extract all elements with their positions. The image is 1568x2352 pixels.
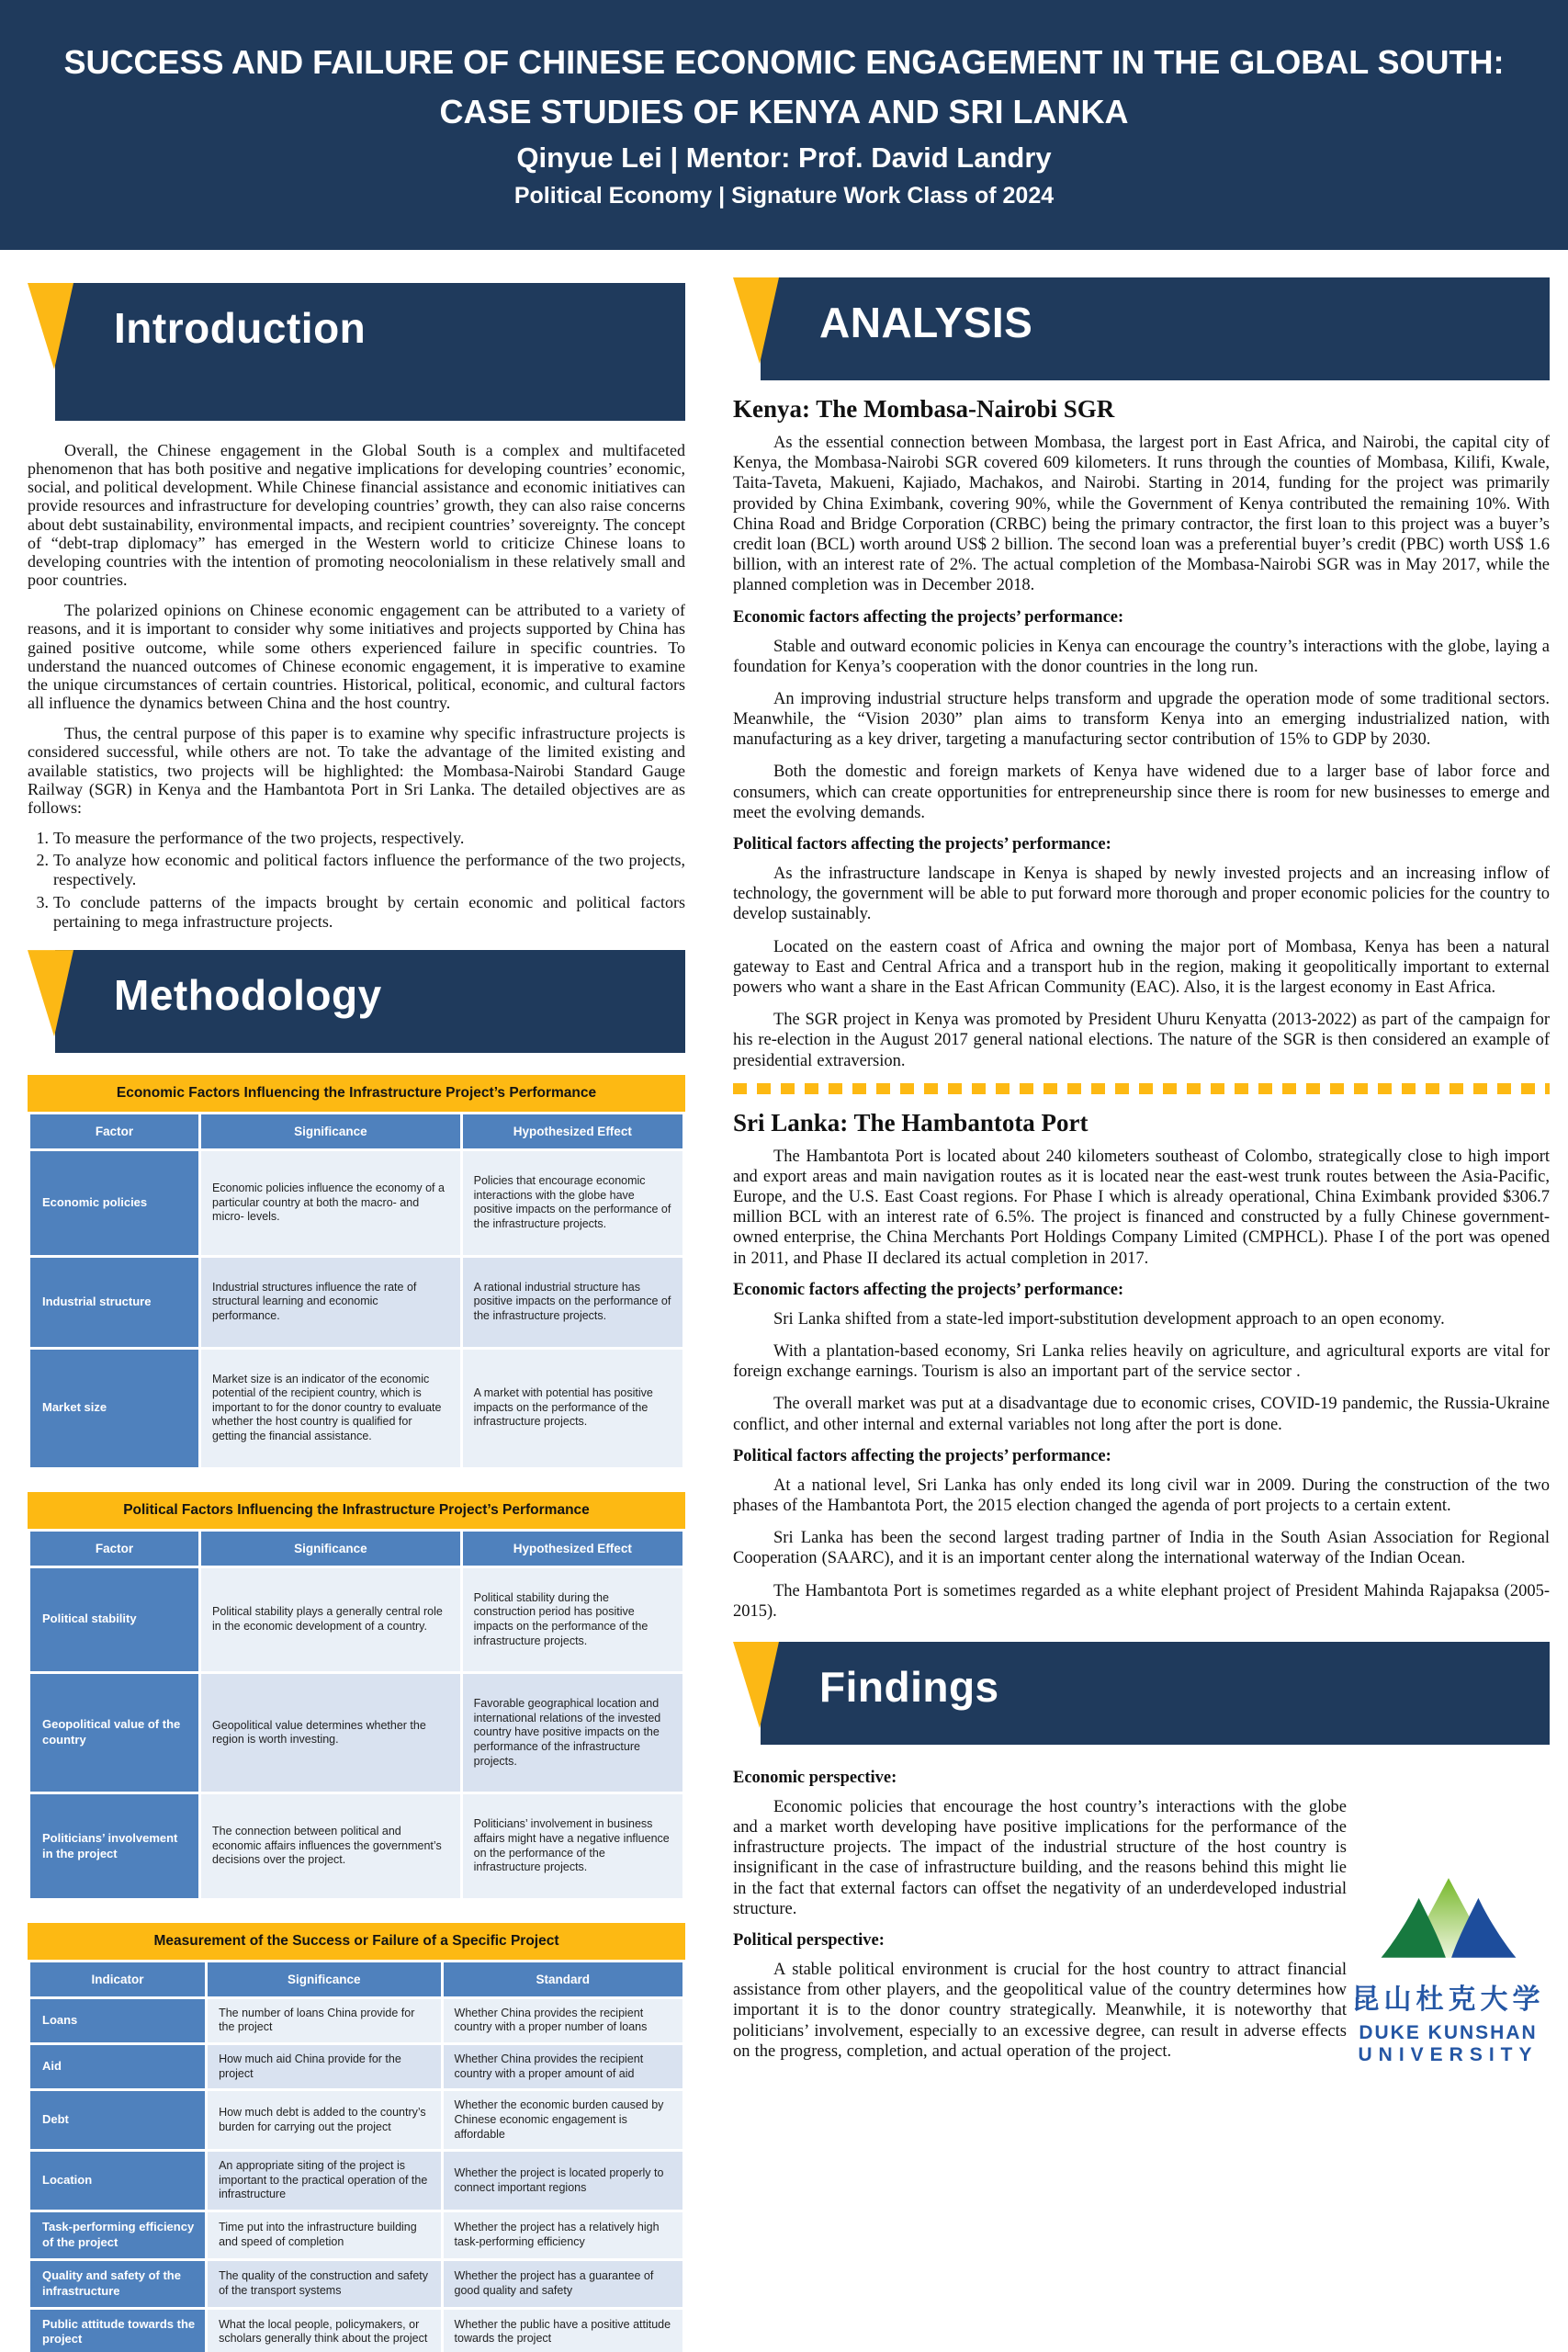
case-heading-sri-lanka: Sri Lanka: The Hambantota Port xyxy=(733,1108,1089,1136)
table-row xyxy=(30,2045,682,2088)
section-header-analysis xyxy=(733,277,1550,380)
paragraph: An improving industrial structure helps transform and upgrade the operation mode of some traditional sectors. Meanwhile, the “Vision 2030” plan aims to transform Kenya into an emerging industrialized nation, with manufacturing as a key driver, targeting a manufacturing sector contribution of 15% to GDP by 2030. xyxy=(733,689,1550,750)
mountain-logo-icon xyxy=(1371,1875,1527,1963)
row-label: Aid xyxy=(30,2045,205,2088)
row-significance: How much debt is added to the country’s burden for carrying out the project xyxy=(208,2091,440,2149)
section-title-analysis: ANALYSIS xyxy=(819,299,1033,346)
paragraph: The polarized opinions on Chinese economic engagement can be attributed to a variety of reasons, and it is important to consider why some initiatives and projects supported by China has gained positive outcome, while some others experienced failure in specific countries. To understand the nuanced outcomes of Chinese economic engagement, it is imperative to examine the unique circumstances of certain countries. Historical, political, economic, and cultural factors all influence the dynamics between China and the host country. xyxy=(28,601,685,713)
row-significance: Time put into the infrastructure building and speed of completion xyxy=(208,2212,440,2258)
row-label: Location xyxy=(30,2152,205,2210)
table-header-row xyxy=(30,1532,682,1566)
row-significance: Market size is an indicator of the economic potential of the recipient country, which is important to for the donor country to evaluate whether the host country is qualified for getting the financial assistance. xyxy=(201,1350,460,1467)
row-significance: Political stability plays a generally central role in the economic development of a country. xyxy=(201,1568,460,1672)
row-significance: The number of loans China provide for the project xyxy=(208,1999,440,2042)
table-title: Political Factors Influencing the Infrastructure Project’s Performance xyxy=(28,1492,685,1529)
paragraph: The SGR project in Kenya was promoted by President Uhuru Kenyatta (2013-2022) as part of the campaign for his re-election in the August 2017 general national elections. The nature of the SGR is then considered an example of presidential extraversion. xyxy=(733,1011,1550,1070)
row-label: Politicians’ involvement in the project xyxy=(30,1794,198,1898)
objective-item: 3. To conclude patterns of the impacts brought by certain economic and political factors pertaining to mega infrastructure projects. xyxy=(53,893,685,932)
row-effect: Political stability during the construction period has positive impacts on the performance of the infrastructure projects. xyxy=(463,1568,682,1672)
paragraph: Overall, the Chinese engagement in the Global South is a complex and multifaceted phenomenon that has both positive and negative implications for developing countries’ economic, social, and political development. While Chinese financial assistance and economic initiatives can provide resources and infrastructure for developing countries’ growth, they can also raise concerns about debt sustainability, environmental impacts, and recipient countries’ sovereignty. The concept of “debt-trap diplomacy” has emerged in the Western world to criticize Chinese loans to developing countries with the intention of promoting neocolonialism in these relatively small and poor countries. xyxy=(28,441,685,590)
kenya-economic-paragraphs xyxy=(733,637,1550,824)
introduction-text xyxy=(28,441,685,932)
row-significance: What the local people, policymakers, or scholars generally think about the project xyxy=(208,2310,440,2352)
row-label: Economic policies xyxy=(30,1151,198,1255)
section-title-findings: Findings xyxy=(819,1662,999,1711)
poster-authors: Qinyue Lei | Mentor: Prof. David Landry xyxy=(516,141,1052,175)
section-header-box xyxy=(55,950,685,1053)
table-row xyxy=(30,2261,682,2307)
column-header: Significance xyxy=(201,1114,460,1148)
row-standard: Whether the project has a relatively high task-performing efficiency xyxy=(444,2212,682,2258)
row-significance: Geopolitical value determines whether the region is worth investing. xyxy=(201,1674,460,1792)
findings-text xyxy=(733,1765,1347,2074)
right-column xyxy=(733,250,1550,2074)
row-effect: Favorable geographical location and international relations of the invested country have positive impacts on the performance of the infrastructure projects. xyxy=(463,1674,682,1792)
poster-title-line2: CASE STUDIES OF KENYA AND SRI LANKA xyxy=(439,93,1129,131)
paragraph: The overall market was put at a disadvantage due to economic crises, COVID-19 pandemic, the Russia-Ukraine conflict, and other internal and external variables not long after the port is done. xyxy=(733,1395,1550,1434)
duke-kunshan-logo xyxy=(1347,1765,1550,2074)
sri-lanka-political-label: Political factors affecting the projects’ performance: xyxy=(733,1446,1111,1465)
row-standard: Whether China provides the recipient country with a proper amount of aid xyxy=(444,2045,682,2088)
kenya-economic-label: Economic factors affecting the projects’ performance: xyxy=(733,607,1124,627)
row-standard: Whether the project is located properly to connect important regions xyxy=(444,2152,682,2210)
row-significance: How much aid China provide for the project xyxy=(208,2045,440,2088)
row-label: Industrial structure xyxy=(30,1258,198,1347)
objective-item: 2. To analyze how economic and political factors influence the performance of the two projects, respectively. xyxy=(53,851,685,889)
findings-political-paragraph: A stable political environment is crucial for the host country to attract financial assistance from other players, and the geopolitical value of the country determines how important it is to the donor country strategically. Meanwhile, it is noteworthy that politicians’ involvement, especially to an excessive degree, can result in adverse effects on the progress, completion, and actual operation of the project. xyxy=(733,1961,1347,2061)
row-standard: Whether the project has a guarantee of good quality and safety xyxy=(444,2261,682,2307)
logo-name-line1: DUKE KUNSHAN xyxy=(1359,2021,1538,2043)
paragraph: With a plantation-based economy, Sri Lanka relies heavily on agriculture, and agricultural exports are vital for foreign exchange earnings. Tourism is also an important part of the service sector . xyxy=(733,1342,1550,1382)
sri-lanka-political-paragraphs xyxy=(733,1476,1550,1622)
row-significance: The quality of the construction and safety of the transport systems xyxy=(208,2261,440,2307)
paragraph: Both the domestic and foreign markets of Kenya have widened due to a larger base of labor force and consumers, which can create opportunities for entrepreneurship since there is room for new businesses to emerge and meet the evolving demands. xyxy=(733,763,1550,822)
findings-political-label: Political perspective: xyxy=(733,1931,885,1950)
sri-lanka-economic-label: Economic factors affecting the projects’ performance: xyxy=(733,1280,1124,1299)
column-header: Significance xyxy=(201,1532,460,1566)
section-header-introduction xyxy=(28,283,685,421)
row-label: Loans xyxy=(30,1999,205,2042)
objective-item: 1. To measure the performance of the two projects, respectively. xyxy=(53,829,685,848)
section-header-box xyxy=(761,277,1550,380)
table-measurement xyxy=(28,1923,685,2352)
paragraph: At a national level, Sri Lanka has only ended its long civil war in 2009. During the construction of the two phases of the Hambantota Port, the 2015 election changed the agenda of port projects to a certain extent. xyxy=(733,1476,1550,1515)
case-heading-kenya: Kenya: The Mombasa-Nairobi SGR xyxy=(733,395,1115,423)
column-header: Standard xyxy=(444,1962,682,1996)
row-label: Public attitude towards the project xyxy=(30,2310,205,2352)
kenya-intro-paragraph: As the essential connection between Mombasa, the largest port in East Africa, and Nairobi, the capital city of Kenya, the Mombasa-Nairobi SGR covered 609 kilometers. It runs through the counties of Mombasa, Kilifi, Kwale, Taita-Taveta, Makueni, Kajiado, Machakos, and Nairobi. Starting in 2014, funding for the project was primarily provided by China Eximbank, covering 90%, while the Government of Kenya contributed the remaining 10%. With China Road and Bridge Corporation (CRBC) being the primary contractor, the first loan to this project was a buyer’s credit loan (BCL) worth around US$ 2 billion. The second loan was a preferential buyer’s credit (PBC) worth US$ 1.6 billion, with an interest rate of 2%. The actual completion of the Mombasa-Nairobi SGR was in May 2017, while the planned completion was in December 2018. xyxy=(733,434,1550,595)
poster-program: Political Economy | Signature Work Class of 2024 xyxy=(513,182,1055,209)
section-header-findings xyxy=(733,1642,1550,1745)
column-header: Factor xyxy=(30,1532,198,1566)
row-label: Debt xyxy=(30,2091,205,2149)
table-row xyxy=(30,1350,682,1467)
table-header-row xyxy=(30,1114,682,1148)
column-header: Hypothesized Effect xyxy=(463,1532,682,1566)
table-row xyxy=(30,1151,682,1255)
findings-body xyxy=(733,1765,1550,2074)
paragraph: Stable and outward economic policies in Kenya can encourage the country’s interactions with the globe, laying a foundation for Kenya’s cooperation with the donor countries in the long run. xyxy=(733,637,1550,676)
table-row xyxy=(30,2310,682,2352)
findings-economic-paragraph: Economic policies that encourage the host country’s interactions with the globe and a market worth developing have positive implications for the performance of the infrastructure projects. The impact of the industrial structure of the host country is insignificant in the case of infrastructure building, and the reasons behind this might lie in the fact that external factors can offset the negativity of an underdeveloped industrial structure. xyxy=(733,1797,1347,1918)
paragraph: Located on the eastern coast of Africa and owning the major port of Mombasa, Kenya has been a natural gateway to East and Central Africa and a transport hub in the region, making it geopolitically important to external powers who want a share in the East African Community (EAC). Also, it is the largest economy in East Africa. xyxy=(733,937,1550,997)
row-label: Geopolitical value of the country xyxy=(30,1674,198,1792)
table-row xyxy=(30,1568,682,1672)
logo-chinese-text: 昆山杜克大学 xyxy=(1351,1984,1545,2015)
row-effect: Politicians’ involvement in business affairs might have a negative influence on the performance of the infrastructure projects. xyxy=(463,1794,682,1898)
paragraph: As the infrastructure landscape in Kenya is shaped by newly invested projects and an increasing inflow of technology, the government will be able to put forward more thorough and proper economic policies for the country to develop sustainably. xyxy=(733,865,1550,924)
introduction-paragraphs xyxy=(28,441,685,817)
row-standard: Whether the public have a positive attitude towards the project xyxy=(444,2310,682,2352)
table-economic-factors xyxy=(28,1075,685,1470)
paragraph: Thus, the central purpose of this paper is to examine why specific infrastructure projects is considered successful, while others are not. To take the advantage of the limited existing and available statistics, two projects will be highlighted: the Mombasa-Nairobi Standard Gauge Railway (SGR) in Kenya and the Hambantota Port in Sri Lanka. The detailed objectives are as follows: xyxy=(28,724,685,817)
table-title: Measurement of the Success or Failure of a Specific Project xyxy=(28,1923,685,1960)
column-header: Indicator xyxy=(30,1962,205,1996)
row-standard: Whether China provides the recipient country with a proper number of loans xyxy=(444,1999,682,2042)
section-header-methodology xyxy=(28,950,685,1053)
paragraph: Sri Lanka shifted from a state-led import-substitution development approach to an open economy. xyxy=(773,1309,1445,1329)
table-row xyxy=(30,2091,682,2149)
paragraph: The Hambantota Port is sometimes regarded as a white elephant project of President Mahinda Rajapaksa (2005-2015). xyxy=(733,1581,1550,1621)
sri-lanka-intro-paragraph: The Hambantota Port is located about 240 kilometers southeast of Colombo, strategically close to high import and export areas and main navigation routes as it is located near the east-west trunk routes between the Asia-Pacific, Europe, and the U.S. East Coast regions. For Phase I which is already operational, China Eximbank provided $306.7 million BCL with an interest rate of 6.5%. The project is financed and constructed by a fully Chinese government-owned enterprise, the China Merchants Port Holdings Company Limited (CMPHCL). Phase I of the port was opened in 2011, and Phase II declared its actual completion in 2017. xyxy=(733,1147,1550,1268)
row-significance: The connection between political and economic affairs influences the government’s decisions over the project. xyxy=(201,1794,460,1898)
column-header: Hypothesized Effect xyxy=(463,1114,682,1148)
kenya-political-paragraphs xyxy=(733,864,1550,1071)
objectives-list xyxy=(28,829,685,932)
poster-columns xyxy=(0,250,1568,2352)
row-label: Quality and safety of the infrastructure xyxy=(30,2261,205,2307)
kenya-political-label: Political factors affecting the projects’ performance: xyxy=(733,835,1111,854)
row-label: Task-performing efficiency of the project xyxy=(30,2212,205,2258)
row-effect: Policies that encourage economic interactions with the globe have positive impacts on the performance of the infrastructure projects. xyxy=(463,1151,682,1255)
row-label: Political stability xyxy=(30,1568,198,1672)
row-label: Market size xyxy=(30,1350,198,1467)
poster-header xyxy=(0,0,1568,250)
column-header: Factor xyxy=(30,1114,198,1148)
table-row xyxy=(30,2212,682,2258)
row-significance: An appropriate siting of the project is important to the practical operation of the infrastructure xyxy=(208,2152,440,2210)
findings-economic-label: Economic perspective: xyxy=(733,1768,897,1787)
row-significance: Economic policies influence the economy of a particular country at both the macro- and micro- levels. xyxy=(201,1151,460,1255)
table-header-row xyxy=(30,1962,682,1996)
logo-name-line2: UNIVERSITY xyxy=(1358,2043,1539,2065)
table-title: Economic Factors Influencing the Infrastructure Project’s Performance xyxy=(28,1075,685,1112)
section-title-methodology: Methodology xyxy=(114,971,382,1020)
paragraph: Sri Lanka has been the second largest trading partner of India in the South Asian Association for Regional Cooperation (SAARC), and it is an important center along the international waterway of the Indian Ocean. xyxy=(733,1529,1550,1568)
table-row xyxy=(30,1794,682,1898)
table-row xyxy=(30,1999,682,2042)
sri-lanka-economic-paragraphs xyxy=(733,1309,1550,1435)
section-header-box xyxy=(55,283,685,421)
row-effect: A rational industrial structure has positive impacts on the performance of the infrastructure projects. xyxy=(463,1258,682,1347)
table-row xyxy=(30,1258,682,1347)
left-column xyxy=(28,250,685,2352)
row-significance: Industrial structures influence the rate of structural learning and economic performance. xyxy=(201,1258,460,1347)
table-political-factors xyxy=(28,1492,685,1901)
row-standard: Whether the economic burden caused by Chinese economic engagement is affordable xyxy=(444,2091,682,2149)
poster-title-line1: SUCCESS AND FAILURE OF CHINESE ECONOMIC ENGAGEMENT IN THE GLOBAL SOUTH: xyxy=(63,43,1505,82)
row-effect: A market with potential has positive impacts on the performance of the infrastructure projects. xyxy=(463,1350,682,1467)
gold-dashed-divider xyxy=(733,1083,1550,1094)
table-row xyxy=(30,2152,682,2210)
column-header: Significance xyxy=(208,1962,440,1996)
section-header-box xyxy=(761,1642,1550,1745)
section-title-introduction: Introduction xyxy=(114,304,367,352)
table-row xyxy=(30,1674,682,1792)
analysis-body xyxy=(733,395,1550,1622)
